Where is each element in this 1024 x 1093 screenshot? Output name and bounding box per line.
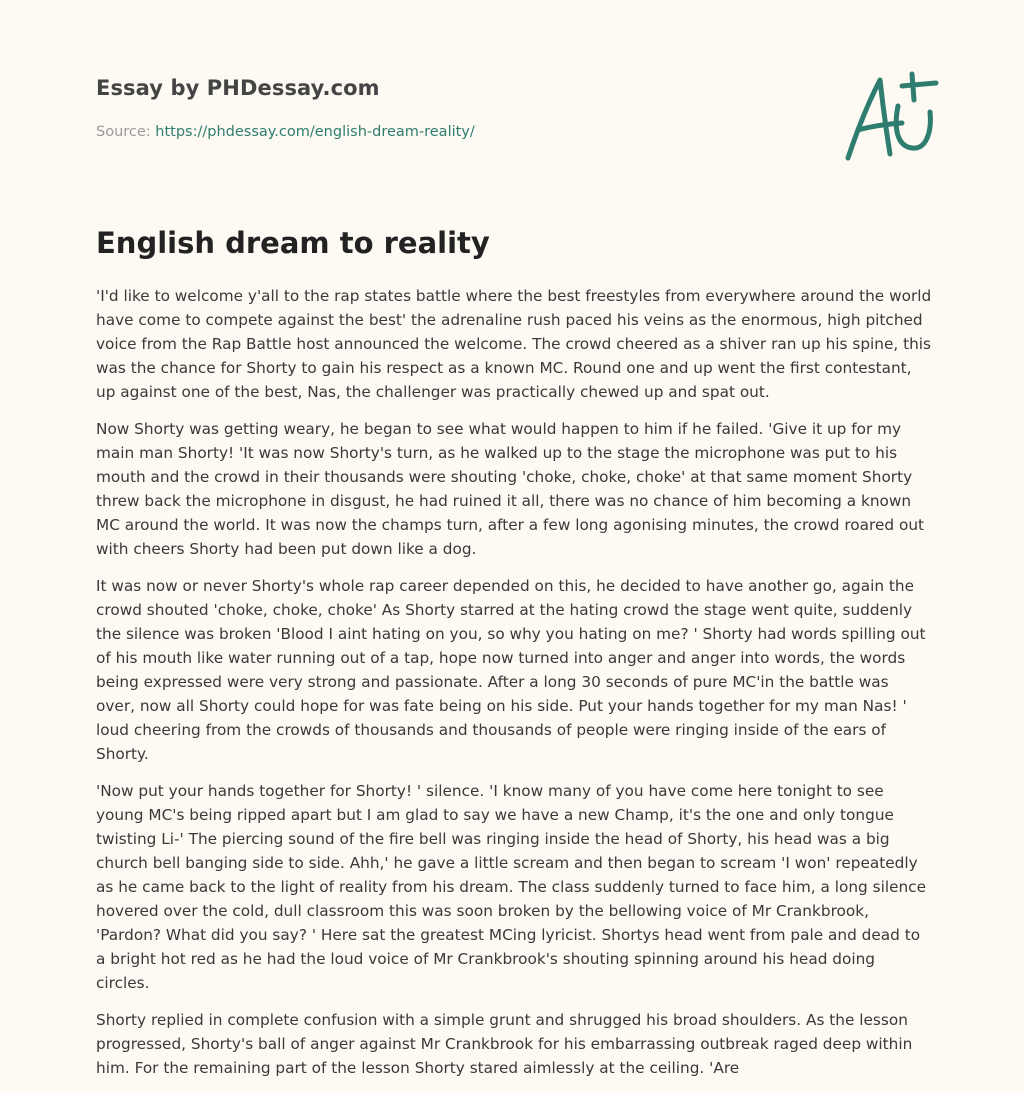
essay-paragraph: Now Shorty was getting weary, he began to see what would happen to him if he failed. 'Give it up for my main man Shorty! 'It was now Shorty's turn, as he walked up to the stage the microphone was put to his mouth and the crowd in their thousands were shouting 'choke, choke, choke' at that same moment Shorty threw back the microphone in disgust, he had ruined it all, there was no chance of him becoming a known MC around the world. It was now the champs turn, after a few long agonising minutes, the crowd roared out with cheers Shorty had been put down like a dog. <box>96 420 925 558</box>
essay-title: English dream to reality <box>96 226 490 260</box>
essay-body <box>96 284 932 1093</box>
source-label: Source: <box>96 124 156 140</box>
essay-paragraph: It was now or never Shorty's whole rap career depended on this, he decided to have another go, again the crowd shouted 'choke, choke, choke' As Shorty starred at the hating crowd the stage went quite, suddenly the silence was broken 'Blood I aint hating on you, so why you hating on me? ' Shorty had words spilling out of his mouth like water running out of a tap, hope now turned into anger and anger into words, the words being expressed were very strong and passionate. After a long 30 seconds of pure MC'in the battle was over, now all Shorty could hope for was fate being on his side. Put your hands together for my man Nas! ' loud cheering from the crowds of thousands and thousands of people were ringing inside of the ears of Shorty. <box>96 577 926 763</box>
essay-paragraph: 'I'd like to welcome y'all to the rap states battle where the best freestyles from everywhere around the world have come to compete against the best' the adrenaline rush paced his veins as the enormous, high pitched voice from the Rap Battle host announced the welcome. The crowd cheered as a shiver ran up his spine, this was the chance for Shorty to gain his respect as a known MC. Round one and up went the first contestant, up against one of the best, Nas, the challenger was practically chewed up and spat out. <box>96 287 932 401</box>
page-header <box>96 0 928 200</box>
essay-paragraph: 'Now put your hands together for Shorty! ' silence. 'I know many of you have come here tonight to see young MC's being ripped apart but I am glad to say we have a new Champ, it's the one and only tongue twisting Li-' The piercing sound of the fire bell was ringing inside the head of Shorty, his head was a big church bell banging side to side. Ahh,' he gave a little scream and then began to scream 'I won' repeatedly as he came back to the light of reality from his dream. The class suddenly turned to face him, a long silence hovered over the cold, dull classroom this was soon broken by the bellowing voice of Mr Crankbrook, 'Pardon? What did you say? ' Here sat the greatest MCing lyricist. Shortys head went from pale and dead to a bright hot red as he had the loud voice of Mr Crankbrook's shouting spinning around his head doing circles. <box>96 782 927 992</box>
source-link[interactable]: https://phdessay.com/english-dream-reality/ <box>155 124 475 140</box>
site-title: Essay by PHDessay.com <box>96 76 380 100</box>
source-line <box>96 124 475 140</box>
a-plus-logo-icon <box>832 68 944 168</box>
essay-paragraph: Shorty replied in complete confusion with a simple grunt and shrugged his broad shoulders. As the lesson progressed, Shorty's ball of anger against Mr Crankbrook for his embarrassing outbreak raged deep within him. For the remaining part of the lesson Shorty stared aimlessly at the ceiling. 'Are <box>96 1011 913 1077</box>
